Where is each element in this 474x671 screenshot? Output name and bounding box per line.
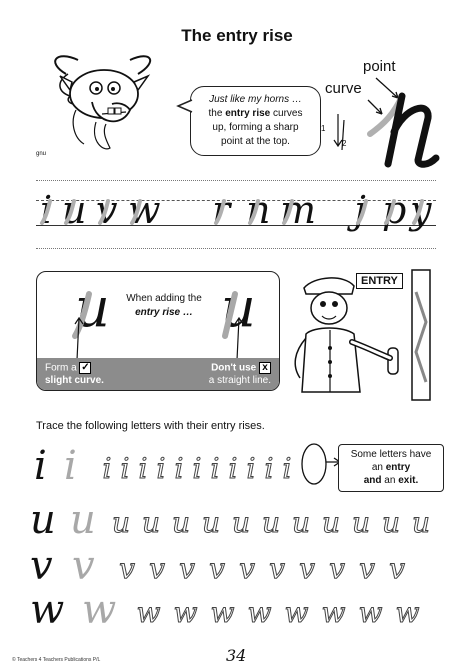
trace-letter: u (111, 506, 131, 539)
trace-letter: i (138, 452, 148, 485)
grey-letter: v (72, 543, 95, 589)
panel-good-letter: u (75, 276, 110, 339)
diagram-curve-label: curve (325, 80, 362, 97)
trace-letter: u (321, 506, 341, 539)
trace-letter: v (269, 552, 285, 585)
trace-letter: i (210, 452, 220, 485)
callout-line3-pre: and (363, 475, 382, 486)
good-label-line2: slight curve. (45, 374, 104, 386)
trace-letter: u (381, 506, 401, 539)
trace-letter: v (209, 552, 225, 585)
trace-letter: w (210, 596, 235, 629)
good-example-label (45, 362, 104, 387)
trace-instruction: Trace the following letters with their entry rises. (36, 420, 265, 432)
trace-letter: i (102, 452, 112, 485)
footer-credit: © Teachers 4 Teachers Publications P/L (12, 657, 101, 663)
trace-letter: i (120, 452, 130, 485)
callout-line3-bold: exit. (398, 475, 419, 486)
bubble-tail (176, 98, 194, 114)
trace-letter: w (395, 596, 420, 629)
letter-row-entry-rises (36, 195, 436, 225)
callout-line2-bold: entry (385, 462, 411, 473)
trace-letter: u (201, 506, 221, 539)
row-letter: j (354, 188, 366, 232)
row-letter: w (128, 188, 161, 232)
stroke-number-2: 2 (342, 139, 347, 148)
bubble-line4: point at the top. (221, 136, 290, 147)
good-label-line1: Form a (45, 362, 77, 374)
model-letter: v (30, 543, 53, 589)
row-letter: y (410, 188, 432, 232)
grey-letter: w (82, 587, 117, 633)
trace-letter: v (179, 552, 195, 585)
gnu-illustration (26, 52, 186, 162)
trace-letter: u (411, 506, 431, 539)
trace-letter: i (246, 452, 256, 485)
panel-footer (37, 358, 279, 390)
page-number: 34 (226, 646, 247, 665)
trace-letter: w (136, 596, 161, 629)
trace-letter: i (174, 452, 184, 485)
entry-rise-diagram (318, 74, 448, 170)
trace-letters (106, 506, 436, 539)
callout-box (338, 444, 444, 492)
trace-letter: w (173, 596, 198, 629)
trace-letter: w (284, 596, 309, 629)
trace-letter: i (282, 452, 292, 485)
guide-line-top (36, 180, 436, 181)
trace-letters (130, 596, 426, 629)
trace-letter: i (156, 452, 166, 485)
panel-instruction-line2: entry rise … (135, 307, 193, 318)
row-letter: m (280, 188, 317, 232)
stroke-number-1: 1 (321, 124, 326, 133)
row-letter: u (62, 188, 87, 232)
trace-letter: i (228, 452, 238, 485)
trace-letter: u (351, 506, 371, 539)
grey-letter: i (64, 443, 77, 489)
bubble-line1: Just like my horns … (209, 94, 302, 105)
callout-line3-post: an (381, 475, 399, 486)
model-letter: w (30, 587, 65, 633)
panel-bad-letter: u (221, 276, 256, 339)
trace-letters (98, 452, 296, 485)
trace-letter: v (329, 552, 345, 585)
trace-letter: v (239, 552, 255, 585)
row-letter: v (96, 188, 118, 232)
model-letter: i (34, 443, 47, 489)
trace-letter: v (389, 552, 405, 585)
grey-letter: u (70, 497, 96, 543)
example-panel (36, 271, 280, 391)
row-letter: p (382, 188, 407, 232)
trace-letter: u (231, 506, 251, 539)
entry-sign: ENTRY (356, 273, 403, 289)
trace-letters (112, 552, 412, 585)
callout-line2-pre: an (371, 462, 386, 473)
bubble-line2-bold: entry rise (225, 108, 271, 119)
trace-letter: w (247, 596, 272, 629)
trace-letter: i (192, 452, 202, 485)
trace-letter: w (321, 596, 346, 629)
trace-letter: v (299, 552, 315, 585)
trace-letter: w (358, 596, 383, 629)
model-letter: u (30, 497, 56, 543)
gnu-caption: gnu (36, 151, 47, 157)
trace-letter: u (171, 506, 191, 539)
row-letter: n (246, 188, 271, 232)
trace-letter: v (149, 552, 165, 585)
callout-line1: Some letters have (350, 449, 432, 460)
cross-icon: x (259, 362, 271, 374)
bad-label-line1: Don't use (211, 362, 257, 374)
trace-letter: u (141, 506, 161, 539)
page-title: The entry rise (181, 26, 293, 45)
bad-example-label (201, 362, 271, 387)
bad-label-line2: a straight line. (208, 374, 271, 386)
bubble-line2-post: curves (270, 108, 303, 119)
trace-letter: u (291, 506, 311, 539)
trace-letter: v (359, 552, 375, 585)
diagram-point-label: point (363, 58, 396, 75)
trace-letter: i (264, 452, 274, 485)
panel-instruction (119, 292, 209, 320)
bubble-line2-pre: the (208, 108, 226, 119)
check-icon: ✓ (81, 362, 90, 373)
callout-highlight (298, 440, 342, 490)
speech-bubble (190, 86, 321, 156)
bubble-line3: up, forming a sharp (212, 122, 299, 133)
trace-letter: v (119, 552, 135, 585)
trace-letter: u (261, 506, 281, 539)
panel-instruction-line1: When adding the (126, 293, 202, 304)
row-letter: i (40, 188, 53, 232)
row-letter: r (212, 188, 231, 232)
guide-line-bottom (36, 248, 436, 249)
